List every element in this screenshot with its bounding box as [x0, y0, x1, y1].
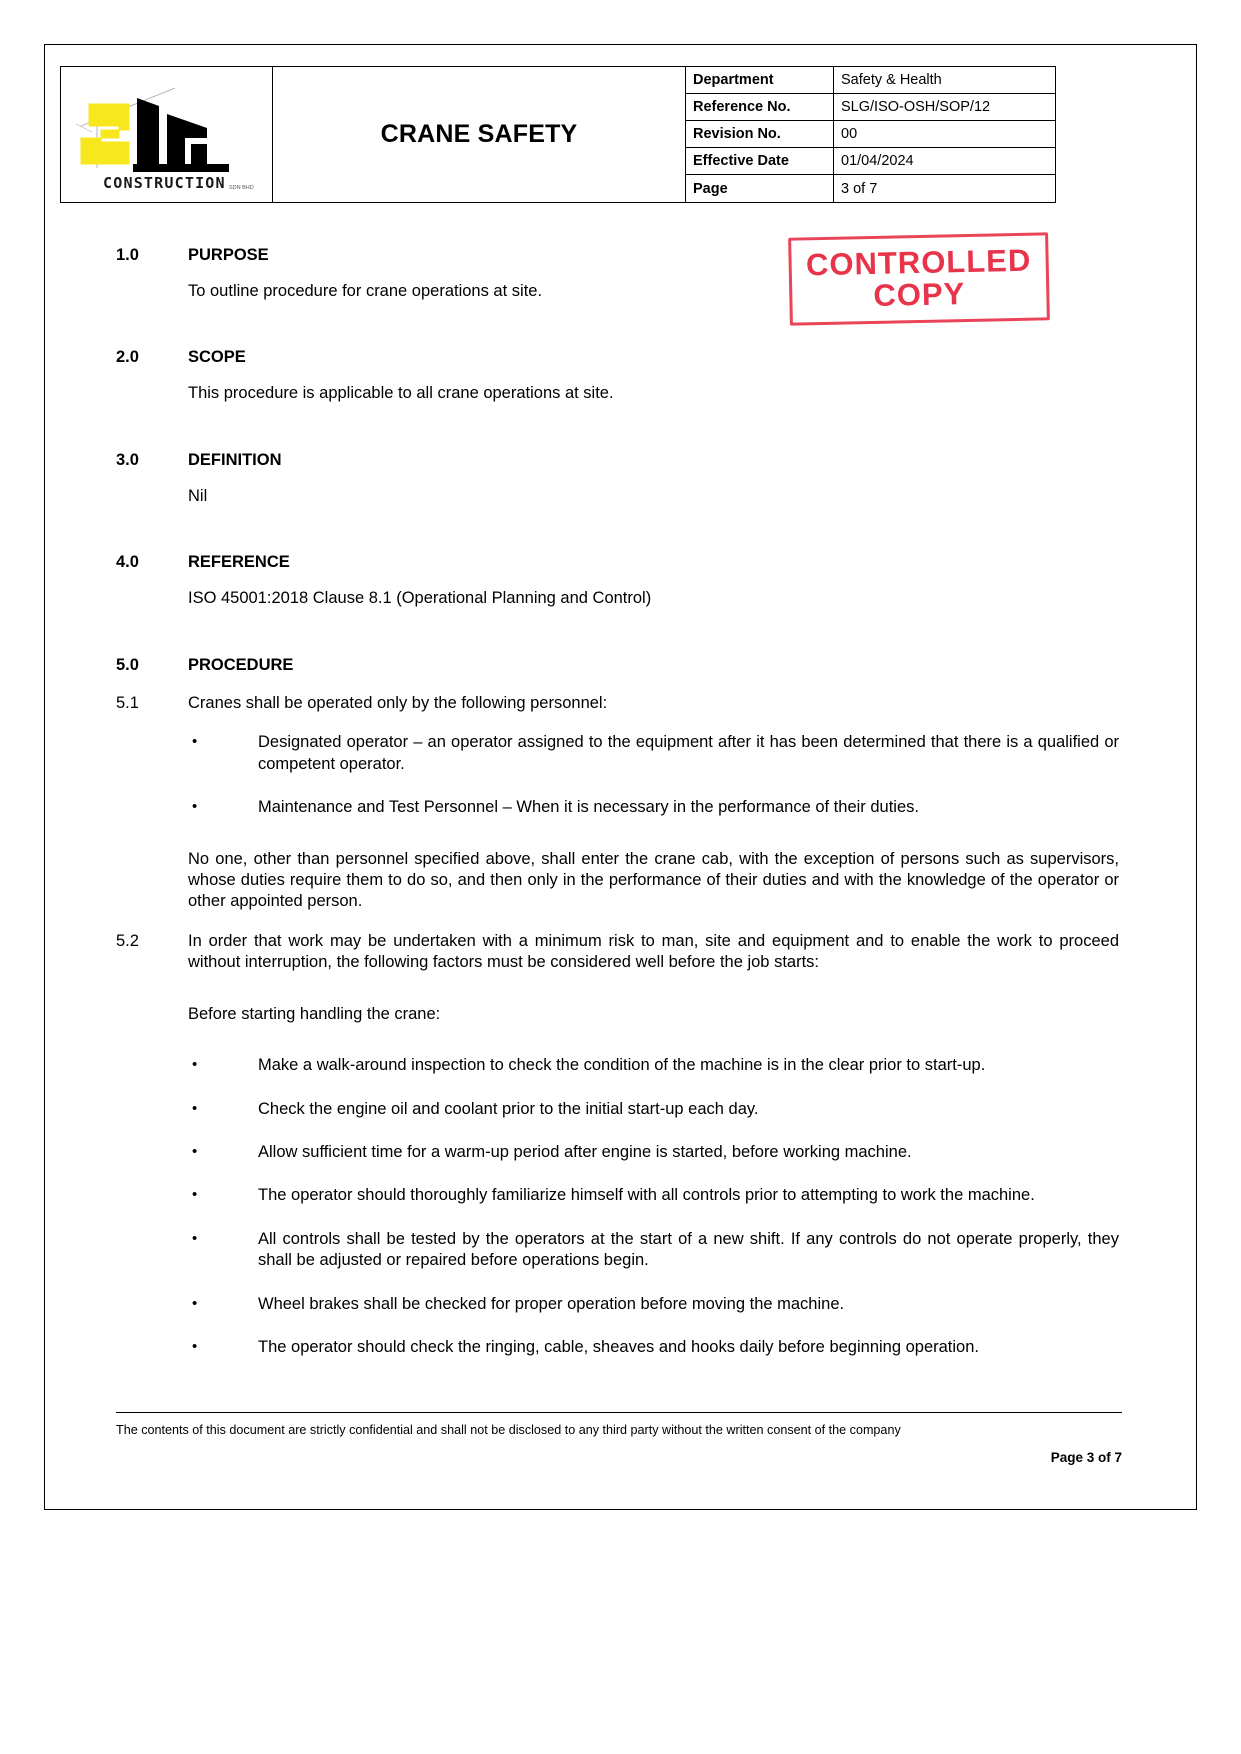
list-item-text: All controls shall be tested by the operators at the start of a new shift. If any controls do not operate properly, they shall be adjusted or repaired before operations begin. — [258, 1229, 1119, 1270]
meta-value-effective-date: 01/04/2024 — [841, 153, 914, 169]
bullet-dot-icon: • — [192, 798, 198, 816]
document-header-table — [60, 66, 1056, 203]
bullet-dot-icon: • — [192, 1186, 198, 1204]
meta-row-reference-no — [686, 94, 1055, 121]
confidentiality-note: The contents of this document are strictly confidential and shall not be disclosed to any third party without the written consent of the company — [116, 1423, 901, 1437]
meta-value-page: 3 of 7 — [841, 180, 878, 197]
spacer — [0, 974, 1241, 1004]
bullet-dot-icon: • — [192, 733, 198, 751]
bullet-dot-icon: • — [192, 1099, 198, 1117]
meta-row-page — [686, 175, 1055, 202]
clause-5-2-lead: In order that work may be undertaken with a minimum risk to man, site and equipment and to enable the work to proceed without interruption, the following factors must be considered well before the job starts: — [188, 931, 1119, 972]
document-meta-table — [686, 67, 1055, 202]
spacer — [0, 302, 1241, 348]
meta-row-department — [686, 67, 1055, 94]
section-scope-number: 2.0 — [116, 348, 139, 367]
meta-key-effective-date: Effective Date — [686, 148, 834, 174]
list-item — [188, 1229, 1119, 1272]
list-item — [188, 1294, 1119, 1315]
document-footer — [116, 1412, 1122, 1465]
spacer — [0, 819, 1241, 849]
company-logo — [61, 67, 273, 202]
section-scope-body: This procedure is applicable to all crane operations at site. — [188, 384, 614, 403]
meta-key-reference-no: Reference No. — [686, 94, 834, 120]
list-item-text: Maintenance and Test Personnel – When it is necessary in the performance of their duties. — [258, 798, 919, 817]
clause-5-2 — [0, 931, 1241, 974]
bullet-dot-icon: • — [192, 1143, 198, 1160]
document-title: CRANE SAFETY — [273, 67, 686, 202]
section-scope-heading — [116, 348, 1119, 367]
bullet-dot-icon: • — [192, 1294, 198, 1312]
section-reference-heading — [116, 553, 1119, 572]
section-definition-heading — [116, 451, 1119, 470]
spacer — [0, 913, 1241, 931]
spacer — [0, 507, 1241, 553]
bullet-dot-icon: • — [192, 1229, 198, 1247]
section-purpose-body: To outline procedure for crane operations at site. — [188, 282, 543, 300]
section-purpose-number: 1.0 — [116, 246, 139, 264]
list-item — [188, 1055, 1119, 1076]
spacer — [0, 610, 1241, 656]
list-item-text: Check the engine oil and coolant prior to the initial start-up each day. — [258, 1099, 759, 1118]
meta-value-department: Safety & Health — [841, 72, 942, 88]
stamp-line-2: COPY — [873, 276, 966, 313]
meta-value-revision-no: 00 — [841, 126, 858, 142]
section-reference-body: ISO 45001:2018 Clause 8.1 (Operational Planning and Control) — [188, 589, 652, 608]
stamp-line-1: CONTROLLED — [805, 242, 1032, 283]
section-reference-number: 4.0 — [116, 553, 139, 572]
footer-page-number: Page 3 of 7 — [1050, 1450, 1122, 1466]
list-item — [188, 797, 1119, 818]
section-scope — [0, 348, 1241, 404]
meta-key-page: Page — [686, 175, 834, 202]
bullet-dot-icon: • — [192, 1056, 198, 1074]
section-procedure-number: 5.0 — [116, 655, 139, 674]
spacer — [0, 405, 1241, 451]
document-body — [0, 242, 1241, 1359]
spacer — [0, 1025, 1241, 1055]
list-item-text: Wheel brakes shall be checked for proper operation before moving the machine. — [258, 1294, 845, 1313]
clause-5-2-subheading: Before starting handling the crane: — [188, 1004, 441, 1023]
meta-key-revision-no: Revision No. — [686, 121, 834, 147]
section-procedure-heading — [116, 656, 1119, 675]
spacer — [0, 714, 1241, 732]
list-item — [188, 732, 1119, 775]
section-definition-number: 3.0 — [116, 450, 139, 469]
meta-row-effective-date — [686, 148, 1055, 175]
meta-value-reference-no: SLG/ISO-OSH/SOP/12 — [841, 99, 991, 115]
list-item — [188, 1099, 1119, 1120]
footer-divider — [116, 1412, 1122, 1413]
clause-5-1-bullet-list — [0, 732, 1241, 818]
clause-5-1-number: 5.1 — [116, 693, 139, 712]
bullet-dot-icon: • — [192, 1338, 198, 1356]
svg-text:SDN BHD: SDN BHD — [228, 184, 254, 191]
section-purpose-heading — [116, 246, 1119, 265]
section-reference-title: REFERENCE — [188, 553, 290, 572]
list-item-text: Allow sufficient time for a warm-up period after engine is started, before working machine. — [258, 1143, 912, 1161]
list-item-text: The operator should thoroughly familiarize himself with all controls prior to attempting to work the machine. — [258, 1186, 1035, 1205]
list-item-text: Designated operator – an operator assigned to the equipment after it has been determined that there is a qualified or competent operator. — [258, 733, 1119, 773]
clause-5-2-number: 5.2 — [116, 931, 139, 950]
section-definition-body: Nil — [188, 486, 208, 505]
list-item-text: The operator should check the ringing, cable, sheaves and hooks daily before beginning operation. — [258, 1338, 979, 1357]
svg-text:CONSTRUCTION: CONSTRUCTION — [102, 173, 226, 192]
meta-row-revision-no — [686, 121, 1055, 148]
section-procedure — [0, 656, 1241, 675]
section-purpose — [0, 242, 1241, 302]
slg-construction-logo-icon — [67, 76, 267, 194]
list-item-text: Make a walk-around inspection to check the condition of the machine is in the clear prior to start-up. — [258, 1056, 986, 1075]
section-reference — [0, 553, 1241, 609]
spacer — [0, 675, 1241, 693]
section-procedure-title: PROCEDURE — [188, 655, 294, 674]
list-item — [188, 1337, 1119, 1358]
clause-5-2-bullet-list — [0, 1055, 1241, 1359]
section-definition-title: DEFINITION — [188, 450, 282, 469]
section-purpose-title: PURPOSE — [188, 246, 269, 264]
section-scope-title: SCOPE — [188, 348, 246, 367]
meta-key-department: Department — [686, 67, 834, 93]
list-item — [188, 1142, 1119, 1163]
clause-5-1 — [0, 693, 1241, 714]
list-item — [188, 1185, 1119, 1206]
clause-5-1-lead: Cranes shall be operated only by the following personnel: — [188, 693, 608, 712]
section-definition — [0, 451, 1241, 507]
clause-5-1-closing-paragraph: No one, other than personnel specified above, shall enter the crane cab, with the exception of persons such as supervisors, whose duties require them to do so, and then only in the performance of their duties and with the knowledge of the operator or other appointed person. — [188, 849, 1119, 911]
